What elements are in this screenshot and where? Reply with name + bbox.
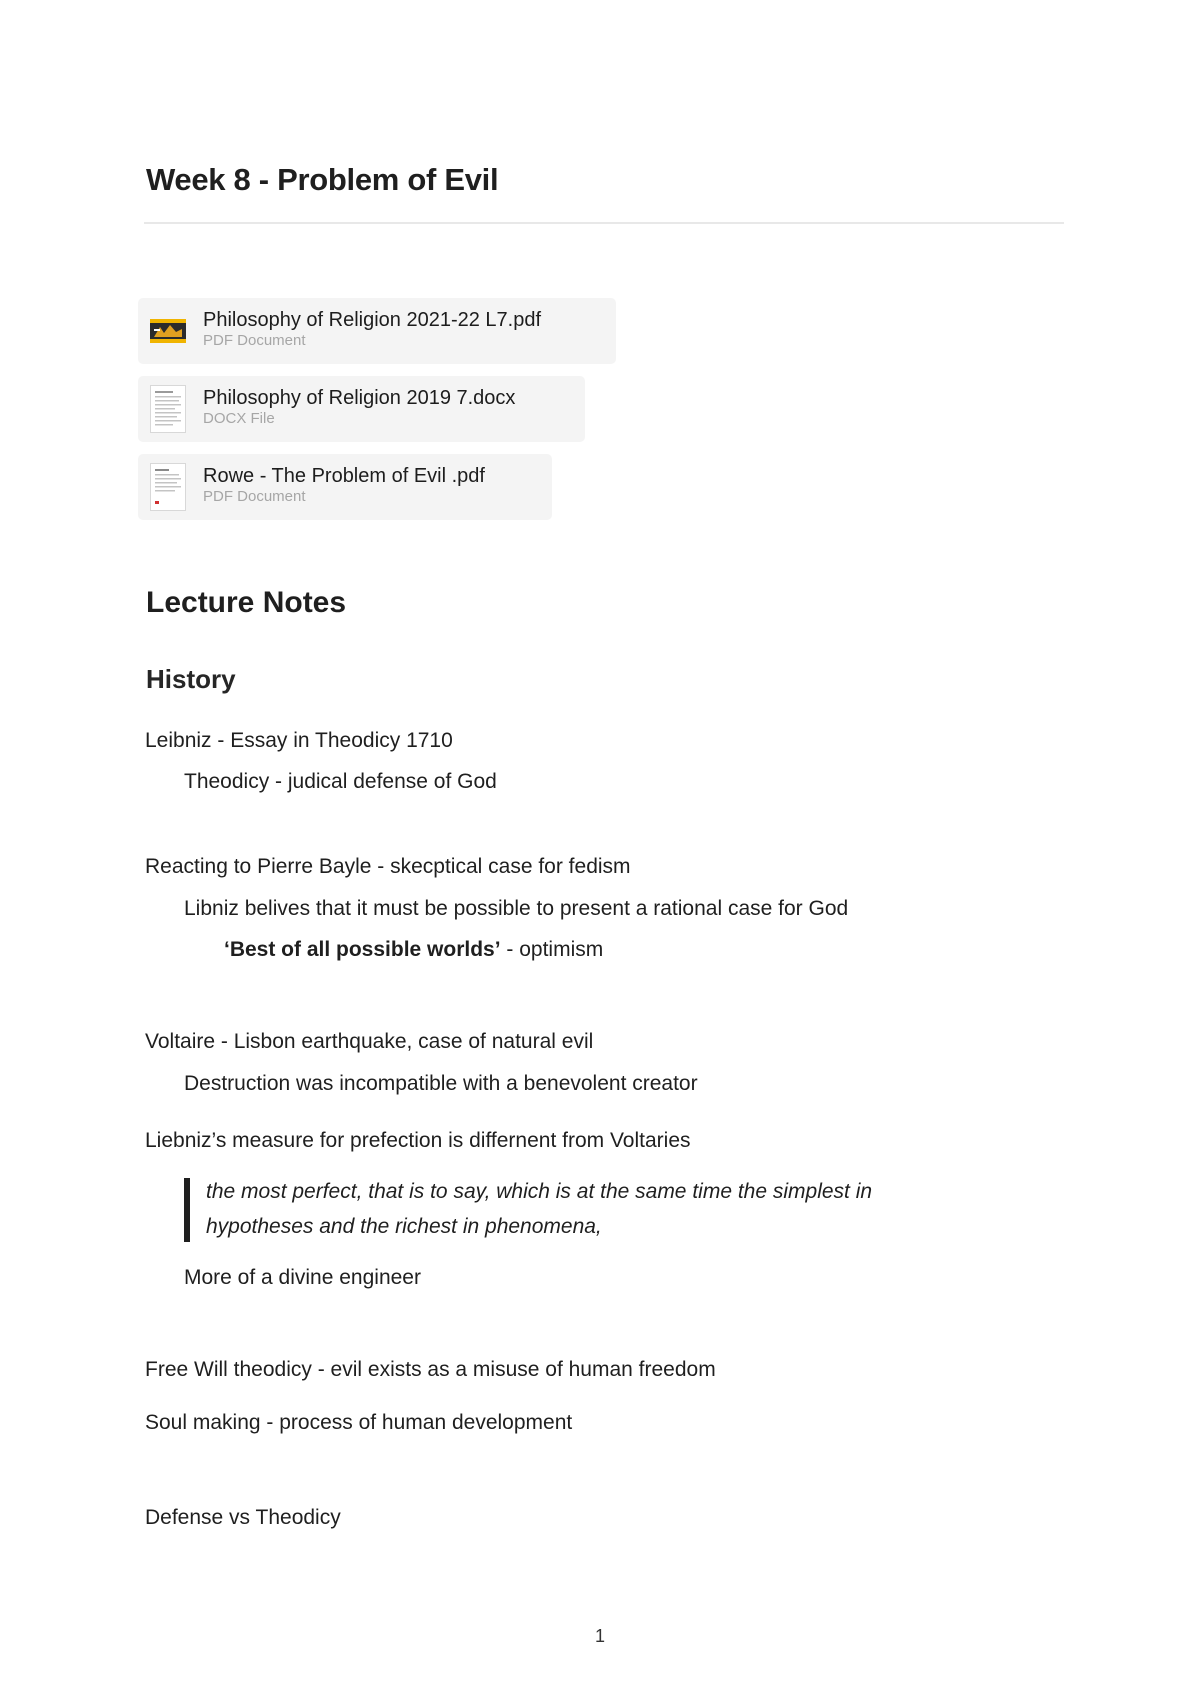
pdf-thumbnail-icon — [150, 463, 186, 511]
attachment-pdf-rowe[interactable] — [138, 454, 552, 520]
note-free-will: Free Will theodicy - evil exists as a misuse of human freedom — [145, 1358, 716, 1381]
attachment-kind: PDF Document — [203, 332, 306, 349]
attachment-name: Rowe - The Problem of Evil .pdf — [203, 465, 485, 487]
note-libniz-belives: Libniz belives that it must be possible to present a rational case for God — [184, 897, 849, 920]
section-heading-lecture-notes: Lecture Notes — [146, 586, 347, 619]
note-bayle: Reacting to Pierre Bayle - skecptical case for fedism — [145, 855, 631, 878]
page-title: Week 8 - Problem of Evil — [146, 162, 499, 197]
pdf-slide-thumbnail-icon — [150, 307, 186, 355]
blockquote-bar — [184, 1178, 190, 1242]
attachment-kind: PDF Document — [203, 488, 306, 505]
note-theodicy-definition: Theodicy - judical defense of God — [184, 770, 497, 793]
note-measure: Liebniz’s measure for prefection is differnent from Voltaries — [145, 1129, 691, 1152]
page-number: 1 — [594, 1626, 605, 1646]
attachment-docx-lecture[interactable] — [138, 376, 585, 442]
note-defense-vs-theodicy: Defense vs Theodicy — [145, 1506, 341, 1529]
attachment-pdf-lecture[interactable] — [138, 298, 616, 364]
note-soul-making: Soul making - process of human development — [145, 1411, 573, 1434]
note-divine-engineer: More of a divine engineer — [184, 1266, 421, 1289]
attachment-name: Philosophy of Religion 2021-22 L7.pdf — [203, 309, 542, 331]
title-divider — [144, 222, 1064, 224]
subheading-history: History — [146, 664, 236, 694]
note-best-worlds — [224, 936, 603, 964]
note-voltaire: Voltaire - Lisbon earthquake, case of natural evil — [145, 1030, 594, 1053]
docx-thumbnail-icon — [150, 385, 186, 433]
attachment-kind: DOCX File — [203, 410, 275, 427]
blockquote-text: the most perfect, that is to say, which is at the same time the simplest in hypotheses and the richest in phenomena, — [206, 1180, 873, 1238]
best-worlds-phrase: ‘Best of all possible worlds’ — [224, 938, 501, 961]
note-destruction: Destruction was incompatible with a benevolent creator — [184, 1072, 698, 1095]
note-leibniz: Leibniz - Essay in Theodicy 1710 — [145, 729, 453, 752]
attachment-name: Philosophy of Religion 2019 7.docx — [203, 387, 516, 409]
best-worlds-rest: - optimism — [500, 938, 604, 961]
